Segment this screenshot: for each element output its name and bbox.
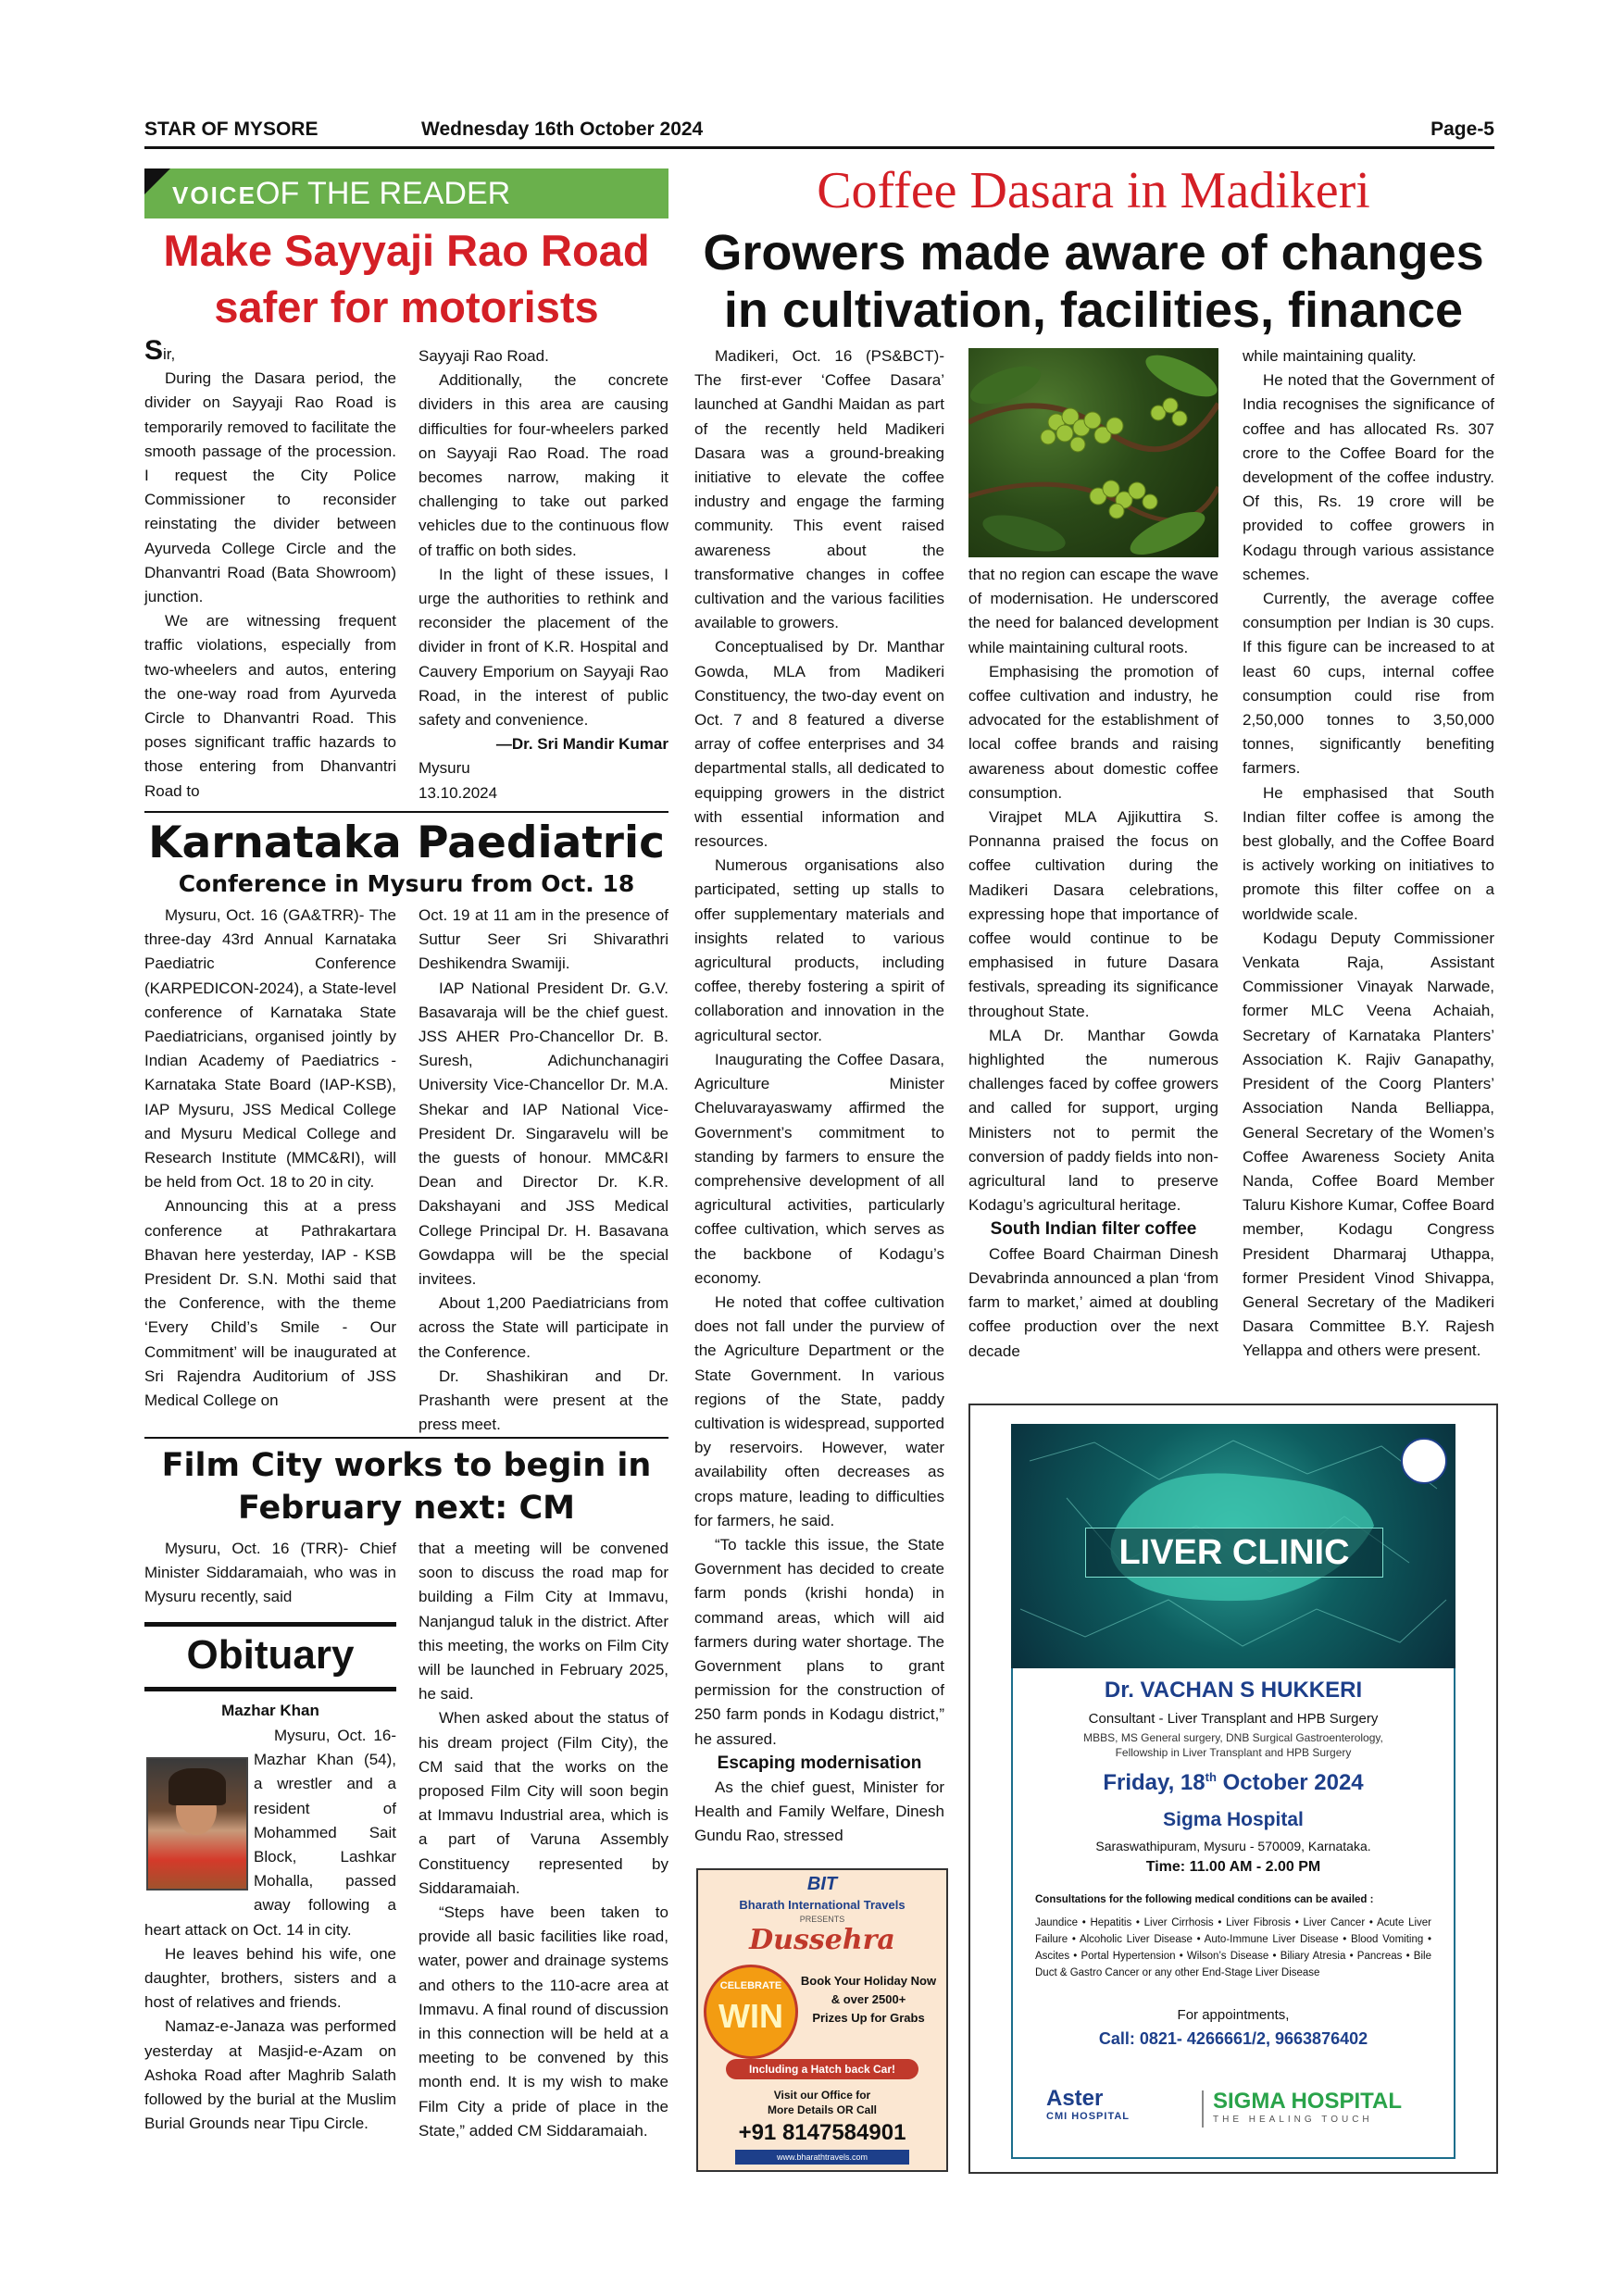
masthead-date: Wednesday 16th October 2024	[421, 119, 704, 140]
liver-appointments: For appointments,	[1177, 2007, 1290, 2023]
obituary-para: Mysuru, Oct. 16- Mazhar Khan (54), a wrestler and a resident of Mohammed Sait Block, Lashkar Mohalla, passed away following a heart attack on Oct. 14 in city.	[144, 1727, 396, 1939]
paediatric-para: About 1,200 Paediatricians from across the State will participate in the Conference.	[418, 1294, 668, 1361]
voice-para: Additionally, the concrete dividers in this area are causing difficulties for four-wheelers parked on Sayyaji Rao Road. The road becomes narrow, making it challenging to take out parked vehicles due to the continuous flow of traffic on both sides.	[418, 371, 668, 559]
paediatric-column-2	[418, 904, 668, 1437]
aster-sub: CMI HOSPITAL	[1046, 2111, 1131, 2122]
coffee-para: Conceptualised by Dr. Manthar Gowda, MLA from Madikeri Constituency, the two-day event on Oct. 7 and 8 featured a diverse array of coffee enterprises and 34 departmental stalls, all dedicated to equipping growers in the district with essential information and resources.	[694, 638, 944, 851]
obituary-para: He leaves behind his wife, one daughter, brothers, sisters and a host of relatives and friends.	[144, 1944, 396, 2012]
bit-offer-2: & over 2500+	[831, 1992, 906, 2006]
voice-signature: —Dr. Sri Mandir Kumar	[495, 735, 668, 754]
voice-salutation: ir,	[163, 345, 176, 363]
liver-time: Time: 11.00 AM - 2.00 PM	[1145, 1859, 1321, 1875]
coffee-cherries-icon	[968, 348, 1218, 557]
masthead-rule	[144, 146, 1494, 149]
liver-doctor: Dr. VACHAN S HUKKERI	[1104, 1678, 1363, 1703]
paediatric-para: Mysuru, Oct. 16 (GA&TRR)- The three-day 43rd Annual Karnataka Paediatric Conference (KARPEDICON-2024), a State-level conference of Karnataka State Paediatricians, organised jointly by Indian Academy of Paediatrics - Karnataka State Board (IAP-KSB), IAP Mysuru, JSS Medical College and Mysuru Medical College and Research Institute (MMC&RI), will be held from Oct. 18 to 20 in city.	[144, 906, 396, 1192]
liver-conditions-title: Consultations for the following medical conditions can be availed :	[1035, 1894, 1374, 1905]
liver-quals-1: MBBS, MS General surgery, DNB Surgical Gastroenterology,	[1083, 1731, 1383, 1744]
paediatric-subhead: Conference in Mysuru from Oct. 18	[178, 870, 635, 897]
coffee-para: He noted that the Government of India recognises the significance of coffee and has allocated Rs. 307 crore to the Coffee Board for the development of the coffee industry. Of this, Rs. 19 crore will be provided to coffee growers in Kodagu through various assistance schemes.	[1243, 371, 1494, 583]
coffee-para: while maintaining quality.	[1243, 347, 1417, 365]
paediatric-para: IAP National President Dr. G.V. Basavaraja will be the chief guest. JSS AHER Pro-Chancellor Dr. B. Suresh, Adichunchanagiri University Vice-Chancellor Dr. M.A. Shekar and IAP National Vice-President Dr. Singaravelu will be the guests of honour. MMC&RI Dean and Director Dr. K.R. Dakshayani and JSS Medical College Principal Dr. H. Basavana Gowdappa will be the special invitees.	[418, 979, 668, 1289]
paediatric-para: Announcing this at a press conference at Pathrakartara Bhavan here yesterday, IAP - KSB President Dr. S.N. Mothi said that the Conference, with the theme ‘Every Child’s Smile - Our Commitment’ will be inaugurated at Sri Rajendra Auditorium of JSS Medical College on	[144, 1197, 396, 1410]
coffee-para: Emphasising the promotion of coffee cultivation and industry, he advocated for the establishment of local coffee brands and raising awareness about domestic coffee consumption.	[968, 662, 1218, 802]
voice-date: 13.10.2024	[418, 783, 498, 802]
liver-ad-banner	[1011, 1424, 1455, 1668]
coffee-headline-2: in cultivation, facilities, finance	[723, 282, 1464, 338]
coffee-column-3	[1243, 344, 1494, 1364]
coffee-para: Currently, the average coffee consumption per Indian is 30 cups. If this figure can be increased to at least 60 cups, internal coffee consumption could rise from 2,50,000 tonnes to 3,50,000 tonnes, significantly benefiting farmers.	[1243, 590, 1494, 778]
liver-role: Consultant - Liver Transplant and HPB Surgery	[1088, 1711, 1379, 1727]
bit-offer-1: Book Your Holiday Now	[800, 1974, 937, 1988]
voice-para: We are witnessing frequent traffic violations, especially from two-wheelers and autos, entering the one-way road from Ayurveda Circle to Dhanvantri Road. This poses significant traffic hazards to those entering from Dhanvantri Road to	[144, 612, 396, 800]
filmcity-headline-2: February next: CM	[238, 1490, 575, 1527]
logo-divider	[1202, 2090, 1204, 2128]
filmcity-para: “Steps have been taken to provide all basic facilities like road, water, power and drainage systems and others to the 110-acre area at Immavu. A final round of discussion in this connection will be held at a meeting to be convened by this month end. It is my wish to make Film City a pride of place in the State,” added CM Siddaramaiah.	[418, 1903, 668, 2140]
coffee-para: that no region can escape the wave of modernisation. He underscored the need for balanced development while maintaining cultural roots.	[968, 566, 1218, 656]
voice-para: Sayyaji Rao Road.	[418, 347, 549, 365]
liver-quals-2: Fellowship in Liver Transplant and HPB Surgery	[1115, 1746, 1352, 1759]
paediatric-para: Oct. 19 at 11 am in the presence of Suttur Seer Sri Shivarathri Deshikendra Swamiji.	[418, 906, 668, 973]
filmcity-headline-1: Film City works to begin in	[161, 1447, 652, 1484]
coffee-para: Coffee Board Chairman Dinesh Devabrinda announced a plan ‘from farm to market,’ aimed at doubling coffee production over the next decade	[968, 1244, 1218, 1360]
aster-logo	[1046, 2087, 1194, 2133]
coffee-column-1	[694, 344, 944, 1849]
bit-visit: Visit our Office for	[773, 2089, 871, 2102]
bit-logo: BIT	[806, 1874, 838, 1894]
voice-headline-1: Make Sayyaji Rao Road	[163, 226, 650, 275]
filmcity-rule	[144, 1437, 668, 1439]
bit-company: Bharath International Travels	[739, 1898, 906, 1912]
bit-phone[interactable]: +91 8147584901	[738, 2120, 906, 2145]
voice-column-2	[418, 344, 668, 805]
obituary-heading: Obituary	[186, 1632, 355, 1678]
coffee-column-2	[968, 563, 1218, 1364]
filmcity-column-2	[418, 1537, 668, 2143]
bit-hatchback: Including a Hatch back Car!	[726, 2059, 918, 2079]
liver-hospital: Sigma Hospital	[1163, 1809, 1304, 1830]
liver-ad[interactable]	[968, 1404, 1498, 2174]
sigma-tag: THE HEALING TOUCH	[1213, 2115, 1373, 2125]
bit-celebrate: CELEBRATE	[719, 1980, 782, 1991]
voice-headline-2: safer for motorists	[214, 282, 599, 331]
liver-call[interactable]: Call: 0821- 4266661/2, 9663876402	[1098, 2029, 1368, 2048]
aster-name: Aster	[1046, 2086, 1104, 2111]
filmcity-column-1	[144, 1537, 396, 1610]
coffee-subhead: South Indian filter coffee	[990, 1219, 1197, 1240]
coffee-kicker: Coffee Dasara in Madikeri	[817, 162, 1370, 219]
obituary-rule-top	[144, 1622, 396, 1627]
voice-banner-rest: OF THE READER	[256, 176, 511, 211]
voice-drop-cap: S	[144, 335, 164, 366]
liver-date	[1011, 1770, 1455, 1796]
liver-clinic-title: LIVER CLINIC	[1085, 1528, 1383, 1578]
bit-celebrate-badge	[704, 1965, 798, 2059]
sigma-name: SIGMA HOSPITAL	[1213, 2089, 1402, 2114]
paediatric-headline: Karnataka Paediatric	[148, 817, 665, 868]
coffee-para: He emphasised that South Indian filter coffee is among the best globally, and the Coffee Board is actively working on initiatives to promote this filter coffee on a worldwide scale.	[1243, 783, 1494, 923]
bit-web[interactable]: www.bharathtravels.com	[735, 2150, 909, 2165]
voice-banner-bold: VOICE	[172, 181, 256, 209]
liver-date-post: October 2024	[1216, 1770, 1364, 1795]
masthead-page: Page-5	[1430, 119, 1494, 140]
coffee-para: As the chief guest, Minister for Health and Family Welfare, Dinesh Gundu Rao, stressed	[694, 1778, 944, 1845]
paediatric-para: Dr. Shashikiran and Dr. Prashanth were present at the press meet.	[418, 1366, 668, 1434]
coffee-para: Kodagu Deputy Commissioner Venkata Raja, Assistant Commissioner Vinayak Narwade, former MLC Veena Achaiah, Secretary of Karnataka Planters’ Association K. Rajiv Ganapathy, President of the Coorg Planters’ Association Nanda Belliappa, General Secretary of the Women’s Coffee Awareness Society Anita Nanda, Coffee Board Member Taluru Kishore Kumar, Coffee Board member, Kodagu Congress President Dharmaraj Uthappa, former President Vinod Shivappa, General Secretary of the Madikeri Dasara Committee B.Y. Rajesh Yellappa and others were present.	[1243, 929, 1494, 1360]
voice-column-1	[144, 335, 396, 804]
filmcity-para: Mysuru, Oct. 16 (TRR)- Chief Minister Siddaramaiah, who was in Mysuru recently, said	[144, 1540, 396, 1606]
coffee-subhead: Escaping modernisation	[717, 1753, 922, 1773]
coffee-para: “To tackle this issue, the State Government has decided to create farm ponds (krishi honda) in command areas, which will aid farmers during water shortage. The Government plans to grant permission for the construction of 250 farm ponds in Kodagu district,” he assured.	[694, 1535, 944, 1748]
sigma-logo	[1213, 2089, 1435, 2135]
obituary-rule-bottom	[144, 1687, 396, 1691]
bit-ad[interactable]	[696, 1868, 948, 2172]
masthead-paper: STAR OF MYSORE	[144, 119, 319, 140]
obituary-name: Mazhar Khan	[221, 1702, 319, 1719]
filmcity-para: that a meeting will be convened soon to discuss the road map for building a Film City at Immavu, Nanjangud taluk in the district. After this meeting, the works on Film City will be launched in February 2025, he said.	[418, 1540, 668, 1703]
voice-banner	[144, 168, 668, 218]
bit-win: WIN	[718, 1997, 783, 2035]
coffee-para: MLA Dr. Manthar Gowda highlighted the numerous challenges faced by coffee growers and called for support, urging Ministers not to permit the conversion of paddy fields into non-agricultural land to preserve Kodagu’s agricultural heritage.	[968, 1026, 1218, 1215]
coffee-para: Numerous organisations also participated, setting up stalls to offer supplementary materials and insights related to various agricultural products, including coffee, thereby fostering a spirit of collaboration and innovation in the agricultural sector.	[694, 856, 944, 1044]
voice-para: In the light of these issues, I urge the authorities to rethink and reconsider the placement of the divider in front of K.R. Hospital and Cauvery Emporium on Sayyaji Rao Road, in the interest of public safety and convenience.	[418, 565, 668, 730]
liver-date-sup: th	[1205, 1770, 1217, 1784]
coffee-para: Virajpet MLA Ajjikuttira S. Ponnanna praised the focus on coffee cultivation during the Madikeri Dasara celebrations, expressing hope that importance of coffee would continue to be emphasised in future Dasara festivals, spreading its significance throughout State.	[968, 808, 1218, 1020]
bit-more: More Details OR Call	[767, 2103, 878, 2116]
bit-presents: PRESENTS	[799, 1915, 845, 1924]
liver-address: Saraswathipuram, Mysuru - 570009, Karnataka.	[1095, 1839, 1371, 1853]
filmcity-para: When asked about the status of his dream project (Film City), the CM said that the works on the proposed Film City will soon begin at Immavu Industrial area, which is a part of Varuna Assembly Constituency represented by Siddaramaiah.	[418, 1709, 668, 1897]
liver-conditions: Jaundice • Hepatitis • Liver Cirrhosis • Liver Fibrosis • Liver Cancer • Acute Liver Failure • Alcoholic Liver Disease • Auto-Immune Liver Disease • Blood Vomiting • Ascites • Portal Hypertension • Wilson’s Disease • Biliary Atresia • Pancreas • Bile Duct & Gastro Cancer or any other End-Stage Liver Disease	[1035, 1917, 1431, 1978]
bit-festival: Dussehra	[749, 1924, 895, 1956]
coffee-headline-1: Growers made aware of changes	[703, 225, 1484, 281]
paediatric-column-1	[144, 904, 396, 1413]
coffee-photo	[968, 348, 1218, 557]
obituary-text	[144, 1724, 396, 2136]
voice-para: During the Dasara period, the divider on Sayyaji Rao Road is temporarily removed to facilitate the smooth passage of the procession. I request the City Police Commissioner to reconsider reinstating the divider between Ayurveda College Circle and the Dhanvantri Road (Bata Showroom) junction.	[144, 369, 396, 606]
liver-date-pre: Friday, 18	[1103, 1770, 1206, 1795]
bit-offer-3: Prizes Up for Grabs	[812, 2011, 925, 2025]
obituary-para: Namaz-e-Janaza was performed yesterday at Masjid-e-Azam on Ashoka Road after Maghrib Salath followed by the burial at the Muslim Burial Grounds near Tipu Circle.	[144, 2017, 396, 2133]
banner-corner-icon	[144, 168, 170, 194]
paediatric-rule	[144, 811, 668, 813]
coffee-para: Inaugurating the Coffee Dasara, Agriculture Minister Cheluvarayaswamy affirmed the Government’s commitment to standing by farmers to ensure the comprehensive development of all agricultural activities, particularly coffee cultivation, which serves as the backbone of Kodagu’s economy.	[694, 1050, 944, 1287]
coffee-para: He noted that coffee cultivation does not fall under the purview of the Agriculture Department or the State Government. In various regions of the State, paddy cultivation is widespread, supported by reservoirs. However, water availability often decreases as crops mature, leading to difficulties for farmers, he said.	[694, 1292, 944, 1529]
voice-place: Mysuru	[418, 759, 470, 778]
coffee-para: Madikeri, Oct. 16 (PS&BCT)- The first-ever ‘Coffee Dasara’ launched at Gandhi Maidan as part of the recently held Madikeri Dasara was a ground-breaking initiative to elevate the coffee industry and engage the farming community. This event raised awareness about the transformative changes in coffee cultivation and the various facilities available to growers.	[694, 347, 944, 632]
